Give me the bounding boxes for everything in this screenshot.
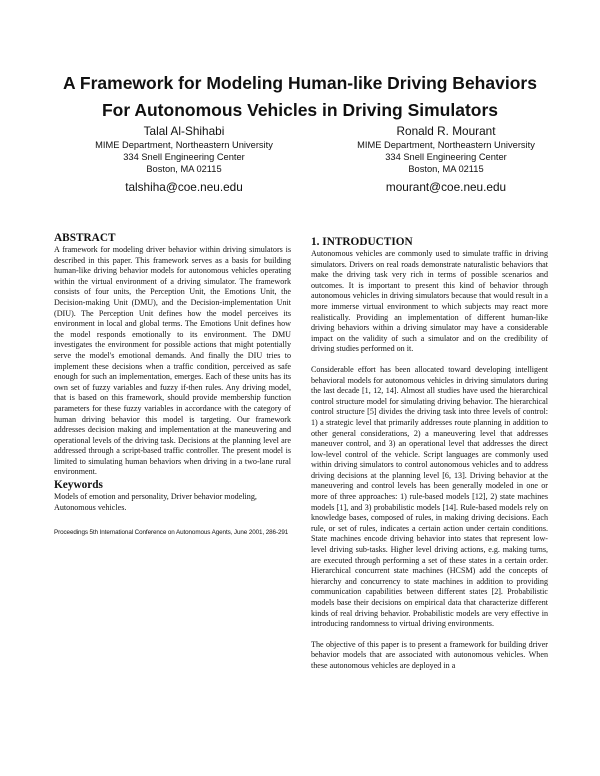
intro-paragraph-3: The objective of this paper is to present a framework for building driver behavior models that are associated with autonomous vehicles. When these autonomous vehicles are deployed in a <box>311 639 548 670</box>
keywords-text: Models of emotion and personality, Driver behavior modeling, Autonomous vehicles. <box>54 492 257 512</box>
intro-paragraph-1: Autonomous vehicles are commonly used to simulate traffic in driving simulators. Drivers on real roads demonstrate naturalistic behaviors that make the driving task very rich in terms of possible scenarios and outcomes. It is important to present this kind of behavior through autonomous vehicles in driving simulators because that would result in a more immerse virtual environment to which subjects may react more realistically. Providing an implementation of different human-like driving behaviors within a driving simulator may have a considerable impact on the validity of such a simulator and on the credibility of driving studies performed on it. <box>311 249 548 354</box>
intro-paragraph-2: Considerable effort has been allocated toward developing intelligent behavioral models for autonomous vehicles in driving simulators during the last decade [1, 12, 14]. Almost all studies have used the hierarchical control structure model for simulating driving behavior. The hierarchical control structure [5] divides the driving task into three levels of control: 1) a strategic level that primarily addresses route planning in addition to other general considerations, 2) a maneuvering level that addresses maneuver control, and 3) an operational level that addresses the direct low-level control of the vehicle. Script languages are commonly used within driving simulators to control autonomous vehicles and to address driving decisions at the planning level [6, 13]. Driving behavior at the maneuvering and control levels has been generally modeled in one or more of three approaches: 1) rule-based models [12], 2) state machines models [1], and 3) probabilistic models [14]. Rule-based models rely on knowledge bases, composed of rules, in making driving decisions. Each rule, or set of rules, indicates a certain action under certain conditions. State machines encode driving behavior into states that represent low-level driving sub-tasks. Higher level driving actions, e.g. making turns, are executed through performing a set of these states in a certain order. Hierarchical concurrent state machines (HCSM) add the concepts of hierarchy and concurrency to state machines in addition to providing communication capabilities between different states [2]. Probabilistic models base their decisions on empirical data that characterize different kinds of real driving behavior. Probabilistic models are very effective in introducing randomness to virtual driving environments. <box>311 364 548 629</box>
author-block-1 <box>64 124 304 195</box>
author-name: Talal Al-Shihabi <box>143 124 225 138</box>
left-column <box>54 231 291 537</box>
right-column <box>311 235 548 672</box>
author-department: MIME Department, Northeastern University <box>95 140 273 150</box>
keywords-heading: Keywords <box>54 479 103 492</box>
author-name: Ronald R. Mourant <box>396 124 496 138</box>
intro-heading: 1. INTRODUCTION <box>311 236 413 248</box>
title-line-2: For Autonomous Vehicles in Driving Simulators <box>101 100 499 120</box>
author-address: 334 Snell Engineering Center <box>123 152 245 162</box>
author-city: Boston, MA 02115 <box>146 164 222 174</box>
author-address: 334 Snell Engineering Center <box>385 152 507 162</box>
author-department: MIME Department, Northeastern University <box>357 140 535 150</box>
abstract-text: A framework for modeling driver behavior within driving simulators is described in this paper. This framework serves as a basis for building human-like driving behavior models for autonomous vehicles operating within the virtual environment of a driving simulator. The framework consists of four units, the Perception Unit, the Emotions Unit, the Decision-making Unit (DMU), and the Decision-implementation Unit (DIU). The Perception Unit defines how the model perceives its environment in local and global terms. The Emotions Unit defines how the model responds emotionally to its environment. The DMU investigates the environment for possible actions that might potentially serve the model's emotional demands. And finally the DIU tries to implement these decisions when a traffic condition, perceived as safe enough for such an implementation, emerges. Each of these units has its own set of fuzzy variables and fuzzy if-then rules. Any driving model, that is based on this framework, should provide membership function parameters for these fuzzy variables in accordance with the category of human driving behavior this model is targeting. Our framework addresses decision making and implementation at the maneuvering and operational levels of the driving task. Decisions at the planning level are addressed through a script-based traffic controller. The present model is limited to simulating human behaviors when driving in a two-lane rural environment. <box>54 245 291 477</box>
paper-title <box>20 70 580 124</box>
author-email: talshiha@coe.neu.edu <box>125 180 243 194</box>
abstract-heading: ABSTRACT <box>54 232 116 244</box>
author-block-2 <box>326 124 566 195</box>
author-city: Boston, MA 02115 <box>408 164 484 174</box>
title-line-1: A Framework for Modeling Human-like Driving Behaviors <box>63 73 537 93</box>
author-email: mourant@coe.neu.edu <box>385 180 507 194</box>
proceedings-note: Proceedings 5th International Conference on Autonomous Agents, June 2001, 286-291 <box>54 529 289 537</box>
